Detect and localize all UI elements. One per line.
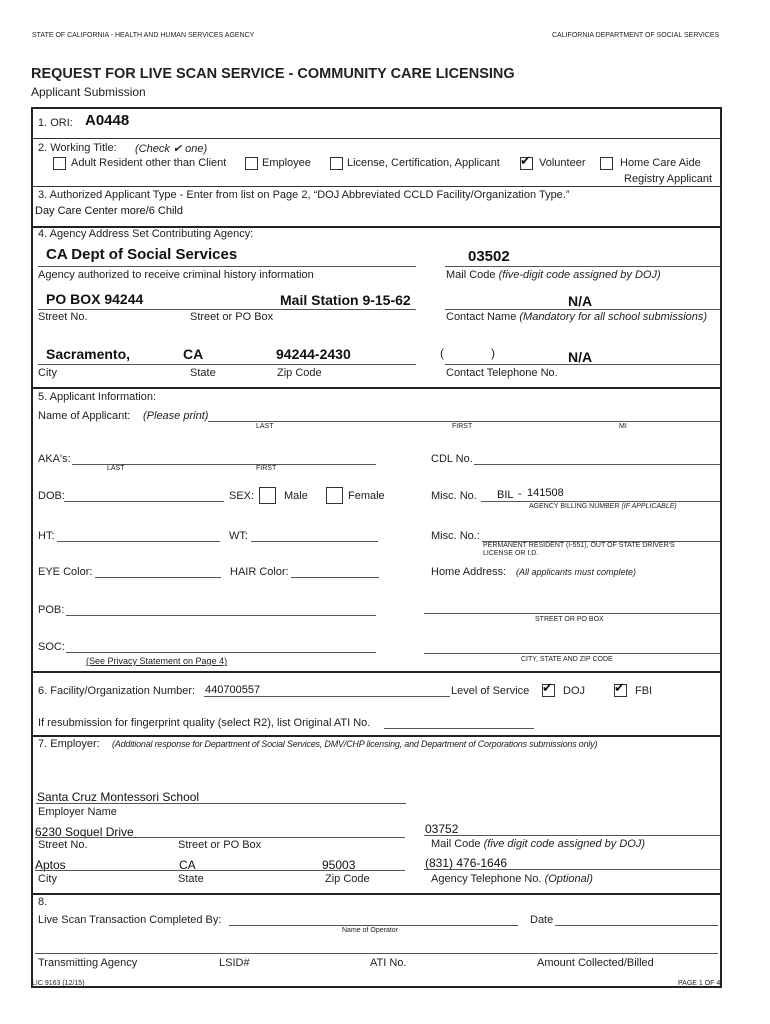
employer-mail-code-line bbox=[424, 835, 720, 836]
sex-label: SEX: bbox=[229, 490, 255, 502]
employer-state-value[interactable]: CA bbox=[179, 858, 196, 872]
street-po-caption: Street or PO Box bbox=[190, 311, 274, 323]
misc2-label: Misc. No.: bbox=[431, 530, 480, 542]
employer-city-caption: City bbox=[38, 873, 57, 885]
employer-name-line bbox=[36, 803, 406, 804]
pob-label: POB: bbox=[38, 604, 65, 616]
section-8-label: 8. bbox=[38, 896, 48, 908]
employer-phone-caption: Agency Telephone No. (Optional) bbox=[431, 873, 593, 885]
mail-code-line bbox=[445, 266, 720, 267]
agency-name-value[interactable]: CA Dept of Social Services bbox=[46, 246, 238, 263]
home-street-caption: STREET OR PO BOX bbox=[535, 616, 604, 623]
transmitting-agency-label: Transmitting Agency bbox=[38, 957, 138, 969]
agency-name-line bbox=[38, 266, 416, 267]
employer-street-value[interactable]: 6230 Soquel Drive bbox=[35, 825, 134, 839]
facility-number-line bbox=[204, 696, 450, 697]
operator-name-input[interactable] bbox=[229, 925, 518, 926]
state-caption: State bbox=[190, 367, 216, 379]
option-home-care-aide: Home Care Aide bbox=[620, 157, 701, 169]
hair-color-input[interactable] bbox=[291, 577, 379, 578]
employer-phone-line bbox=[424, 869, 720, 870]
home-city-input[interactable] bbox=[424, 653, 720, 654]
doj-check-mark-icon: ✔ bbox=[542, 680, 553, 695]
ori-value[interactable]: A0448 bbox=[85, 112, 130, 129]
divider-6 bbox=[31, 735, 722, 737]
weight-input[interactable] bbox=[251, 541, 378, 542]
frame-right bbox=[720, 107, 722, 987]
checkbox-adult-resident[interactable] bbox=[53, 157, 66, 170]
frame-left bbox=[31, 107, 33, 987]
soc-label: SOC: bbox=[38, 641, 65, 653]
fbi-label: FBI bbox=[635, 685, 653, 697]
contact-name-line bbox=[445, 309, 720, 310]
page-number: PAGE 1 OF 4 bbox=[678, 980, 721, 987]
home-street-input[interactable] bbox=[424, 613, 720, 614]
female-label: Female bbox=[348, 490, 385, 502]
facility-number-label: 6. Facility/Organization Number: bbox=[38, 685, 196, 697]
applicant-type-value[interactable]: Day Care Center more/6 Child bbox=[35, 205, 183, 217]
name-last-caption: LAST bbox=[256, 423, 274, 430]
transmitting-line[interactable] bbox=[35, 953, 718, 954]
divider-5 bbox=[31, 671, 722, 673]
misc-no-value[interactable]: 141508 bbox=[527, 487, 564, 499]
employer-zip-caption: Zip Code bbox=[325, 873, 370, 885]
male-label: Male bbox=[284, 490, 308, 502]
hair-color-label: HAIR Color: bbox=[230, 566, 289, 578]
working-title-label: 2. Working Title: bbox=[38, 142, 117, 154]
working-title-hint: (Check ✔ one) bbox=[135, 143, 208, 155]
employer-street2-caption: Street or PO Box bbox=[178, 839, 262, 851]
cdl-input[interactable] bbox=[474, 464, 720, 465]
employer-mail-code-caption: Mail Code (five digit code assigned by DOJ) bbox=[431, 838, 646, 850]
checkbox-employee[interactable] bbox=[245, 157, 258, 170]
height-input[interactable] bbox=[57, 541, 220, 542]
level-of-service-label: Level of Service bbox=[451, 685, 530, 697]
agency-address-label: 4. Agency Address Set Contributing Agency: bbox=[38, 228, 254, 240]
department-header: CALIFORNIA DEPARTMENT OF SOCIAL SERVICES bbox=[552, 32, 720, 39]
pob-input[interactable] bbox=[66, 615, 376, 616]
applicant-name-input[interactable] bbox=[208, 421, 720, 422]
agency-name-caption: Agency authorized to receive criminal history information bbox=[38, 269, 314, 281]
agency-street-value[interactable]: PO BOX 94244 bbox=[46, 291, 144, 307]
doj-label: DOJ bbox=[563, 685, 585, 697]
soc-input[interactable] bbox=[66, 652, 376, 653]
misc-no-caption: AGENCY BILLING NUMBER (IF APPLICABLE) bbox=[529, 503, 677, 510]
volunteer-check-mark-icon: ✔ bbox=[520, 153, 531, 168]
option-license-applicant: License, Certification, Applicant bbox=[347, 157, 500, 169]
contact-phone-value[interactable]: N/A bbox=[568, 349, 593, 365]
aka-label: AKA's: bbox=[38, 453, 71, 465]
checkbox-female[interactable] bbox=[326, 487, 343, 504]
fbi-check-mark-icon: ✔ bbox=[614, 680, 625, 695]
privacy-statement-link[interactable]: (See Privacy Statement on Page 4) bbox=[86, 656, 228, 666]
agency-zip-value[interactable]: 94244-2430 bbox=[276, 346, 351, 362]
agency-header: STATE OF CALIFORNIA - HEALTH AND HUMAN SERVICES AGENCY bbox=[32, 32, 255, 39]
misc-no-line bbox=[481, 501, 720, 502]
employer-phone-value[interactable]: (831) 476-1646 bbox=[425, 856, 508, 870]
contact-phone-line bbox=[445, 364, 720, 365]
divider-1 bbox=[31, 138, 722, 139]
ori-label: 1. ORI: bbox=[38, 117, 73, 129]
employer-street-line bbox=[35, 837, 405, 838]
street-no-caption: Street No. bbox=[38, 311, 88, 323]
employer-name-value[interactable]: Santa Cruz Montessori School bbox=[37, 790, 200, 804]
zip-caption: Zip Code bbox=[277, 367, 322, 379]
home-address-label: Home Address: bbox=[431, 566, 507, 578]
misc-no-dash: - bbox=[518, 488, 522, 500]
agency-mail-code-value[interactable]: 03502 bbox=[468, 248, 510, 265]
misc2-caption-1: PERMANENT RESIDENT (I-551), OUT OF STATE DRIVER'S bbox=[483, 542, 675, 549]
agency-street-line bbox=[38, 309, 416, 310]
phone-paren-close: ) bbox=[491, 346, 495, 360]
home-address-hint: (All applicants must complete) bbox=[516, 567, 637, 577]
divider-7 bbox=[31, 893, 722, 895]
employer-mail-code-value[interactable]: 03752 bbox=[425, 822, 459, 836]
checkbox-home-care-aide[interactable] bbox=[600, 157, 613, 170]
applicant-type-label: 3. Authorized Applicant Type - Enter from list on Page 2, “DOJ Abbreviated CCLD Facility/Organization Type.” bbox=[38, 189, 570, 201]
employer-city-value[interactable]: Aptos bbox=[35, 858, 66, 872]
home-city-caption: CITY, STATE AND ZIP CODE bbox=[521, 656, 613, 663]
amount-collected-label: Amount Collected/Billed bbox=[537, 957, 654, 969]
weight-label: WT: bbox=[229, 530, 248, 542]
phone-paren-open: ( bbox=[440, 346, 444, 360]
page-subtitle: Applicant Submission bbox=[31, 85, 146, 99]
option-volunteer: Volunteer bbox=[539, 157, 586, 169]
ati-no-label: ATI No. bbox=[370, 957, 407, 969]
aka-first-caption: FIRST bbox=[256, 465, 277, 472]
operator-caption: Name of Operator bbox=[342, 927, 399, 934]
dob-input[interactable] bbox=[64, 501, 224, 502]
contact-name-caption: Contact Name (Mandatory for all school submissions) bbox=[446, 311, 708, 323]
page-title: REQUEST FOR LIVE SCAN SERVICE - COMMUNITY CARE LICENSING bbox=[31, 66, 515, 82]
applicant-info-label: 5. Applicant Information: bbox=[38, 391, 157, 403]
height-label: HT: bbox=[38, 530, 55, 542]
aka-last-caption: LAST bbox=[107, 465, 125, 472]
agency-city-value[interactable]: Sacramento, bbox=[46, 346, 131, 362]
option-adult-resident: Adult Resident other than Client bbox=[71, 157, 227, 169]
frame-top bbox=[31, 107, 722, 109]
name-mi-caption: MI bbox=[619, 423, 627, 430]
checkbox-male[interactable] bbox=[259, 487, 276, 504]
agency-state-value[interactable]: CA bbox=[183, 346, 204, 362]
checkbox-license-applicant[interactable] bbox=[330, 157, 343, 170]
agency-street2-value[interactable]: Mail Station 9-15-62 bbox=[280, 292, 411, 308]
option-home-care-aide-line2: Registry Applicant bbox=[624, 173, 713, 185]
name-first-caption: FIRST bbox=[452, 423, 473, 430]
option-employee: Employee bbox=[262, 157, 311, 169]
employer-name-caption: Employer Name bbox=[38, 806, 117, 818]
mail-code-caption: Mail Code (five-digit code assigned by DOJ) bbox=[446, 269, 661, 281]
contact-name-value[interactable]: N/A bbox=[568, 293, 593, 309]
applicant-name-hint: (Please print) bbox=[143, 410, 209, 422]
employer-street-caption: Street No. bbox=[38, 839, 88, 851]
facility-number-value[interactable]: 440700557 bbox=[205, 684, 261, 696]
date-input[interactable] bbox=[555, 925, 718, 926]
misc-no-prefix[interactable]: BIL bbox=[497, 489, 514, 501]
divider-4 bbox=[31, 387, 722, 389]
agency-city-line bbox=[38, 364, 416, 365]
frame-bottom bbox=[31, 986, 722, 988]
contact-phone-caption: Contact Telephone No. bbox=[446, 367, 558, 379]
misc2-caption-2: LICENSE OR I.D. bbox=[483, 550, 539, 557]
eye-color-label: EYE Color: bbox=[38, 566, 93, 578]
date-label: Date bbox=[530, 914, 554, 926]
applicant-name-label: Name of Applicant: bbox=[38, 410, 131, 422]
city-caption: City bbox=[38, 367, 57, 379]
employer-zip-value[interactable]: 95003 bbox=[322, 858, 356, 872]
employer-hint: (Additional response for Department of Social Services, DMV/CHP licensing, and Department of Corporations submissions only) bbox=[112, 739, 598, 749]
cdl-label: CDL No. bbox=[431, 453, 473, 465]
employer-label: 7. Employer: bbox=[38, 738, 100, 750]
eye-color-input[interactable] bbox=[95, 577, 221, 578]
misc-no-label: Misc. No. bbox=[431, 490, 477, 502]
employer-city-line bbox=[35, 870, 405, 871]
completed-by-label: Live Scan Transaction Completed By: bbox=[38, 914, 222, 926]
dob-label: DOB: bbox=[38, 490, 65, 502]
divider-2 bbox=[31, 186, 722, 187]
resubmission-label: If resubmission for fingerprint quality (select R2), list Original ATI No. bbox=[38, 717, 371, 729]
lsid-label: LSID# bbox=[219, 957, 250, 969]
employer-state-caption: State bbox=[178, 873, 204, 885]
form-number: LIC 9163 (12/15) bbox=[32, 980, 85, 987]
original-ati-input[interactable] bbox=[384, 728, 534, 729]
